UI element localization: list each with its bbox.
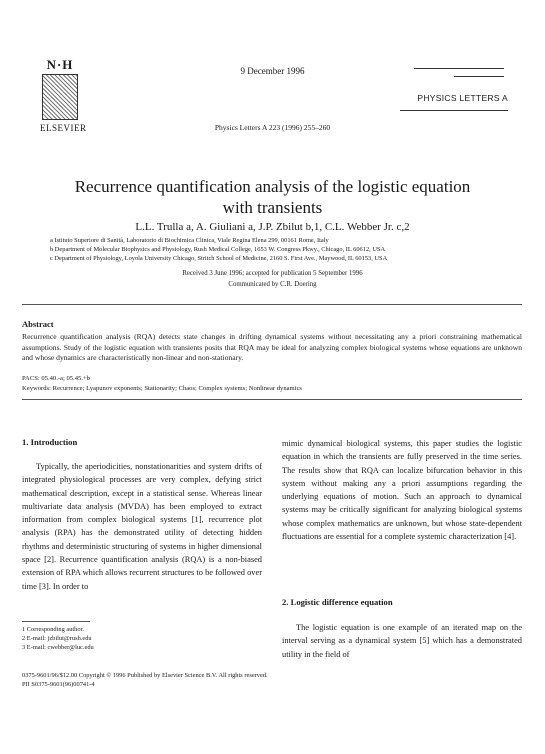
issue-date: 9 December 1996: [240, 66, 305, 76]
section-1-paragraph: Typically, the aperiodicities, nonstationarities and system drifts of integrated physiological processes are very complex, defying strict mathematical description, except in a statistical sense. Whereas linear multivariate data analysis (MVDA) has been employed to extract information from complex biological systems [1], recurrence plot analysis (RPA) has the demonstrated utility of detecting hidden rhythms and deterministic structuring of systems in higher dimensional space [2]. Recurrence quantification analysis (RQA) is a non-biased extension of RPA which allows recurrent structures to be followed over time [3]. In order to: [22, 462, 262, 591]
section-2-paragraph: The logistic equation is one example of an iterated map on the interval serving as a dynamical system [5] which has a demonstrated utility in the field of: [282, 623, 522, 659]
elsevier-tree-icon: [42, 74, 78, 120]
journal-rule-top: [414, 68, 504, 69]
keywords: Keywords: Recurrence; Lyapunov exponents; Stationarity; Chaos; Complex systems; Nonlinear dynamics: [22, 385, 302, 392]
received-dates: Received 3 June 1996; accepted for publication 5 September 1996: [182, 270, 363, 277]
abstract-bottom-rule: [22, 399, 522, 400]
column-2-paragraph: mimic dynamical biological systems, this paper studies the logistic equation in which the transients are fully preserved in the time series. The results show that RQA can localize bifurcation behavior in this system without making any a priori assumptions regarding the underlying equations of motion. Such an approach to dynamical systems may be critically significant for analyzing biological systems whose complex mathematics are unknown, but whose state-dependent fluctuations are essential for a complete systemic characterization [4].: [282, 439, 522, 542]
article-title: [40, 176, 505, 218]
publisher-mark: N·H: [46, 57, 74, 72]
journal-citation: Physics Letters A 223 (1996) 255–260: [214, 123, 331, 132]
issn-line: 0375-9601/96/$12.00 Copyright © 1996 Published by Elsevier Science B.V. All rights reserved.: [22, 672, 268, 679]
affiliation-b: b Department of Molecular Biophysics and Physiology, Rush Medical College, 1653 W. Congress Pkwy., Chicago, IL 60612, USA: [50, 246, 386, 253]
received-info: [0, 268, 545, 290]
author-list: L.L. Trulla a, A. Giuliani a, J.P. Zbilut b,1, C.L. Webber Jr. c,2: [135, 221, 410, 233]
affiliation-a: a Istituto Superiore di Sanità, Laboratorio di Biochimica Clinica, Viale Regina Elena 299, 00161 Rome, Italy: [50, 237, 329, 244]
journal-rule-mid: [454, 76, 504, 77]
journal-name: PHYSICS LETTERS A: [417, 93, 508, 103]
title-line-2: with transients: [222, 198, 323, 217]
abstract-text: Recurrence quantification analysis (RQA) detects state changes in drifting dynamical systems without necessitating any a priori constraining mathematical assumptions. Study of the logistic equation with transients posits that RQA may be ideal for analyzing complex biological systems whose equations are unknown and whose dynamics are characteristically non-linear and non-stationary.: [22, 332, 522, 363]
abstract-heading: Abstract: [22, 319, 54, 329]
journal-rule-bottom: [400, 110, 508, 111]
publisher-name: ELSEVIER: [40, 123, 87, 133]
footnote-2: 2 E-mail: jzbilut@rush.edu: [22, 635, 92, 642]
footnote-1: 1 Corresponding author.: [22, 626, 84, 633]
affiliation-c: c Department of Physiology, Loyola University Chicago, Stritch School of Medicine, 2160 S. First Ave., Maywood, IL 60153, USA: [50, 255, 388, 262]
communicated-by: Communicated by C.R. Doering: [228, 281, 317, 288]
section-1-heading: 1. Introduction: [22, 437, 78, 447]
copyright-footer: [22, 671, 522, 690]
pacs-keywords: [22, 374, 522, 394]
footnotes: [22, 625, 262, 652]
pacs-codes: PACS: 05.40.-a; 05.45.+b: [22, 375, 90, 382]
footnote-3: 3 E-mail: cwebber@luc.edu: [22, 644, 94, 651]
footnote-rule: [22, 621, 90, 622]
pii-line: PII S0375-9601(96)00741-4: [22, 681, 95, 689]
section-2-heading: 2. Logistic difference equation: [282, 597, 393, 607]
abstract-top-rule: [22, 304, 522, 305]
title-line-1: Recurrence quantification analysis of the logistic equation: [74, 177, 471, 196]
